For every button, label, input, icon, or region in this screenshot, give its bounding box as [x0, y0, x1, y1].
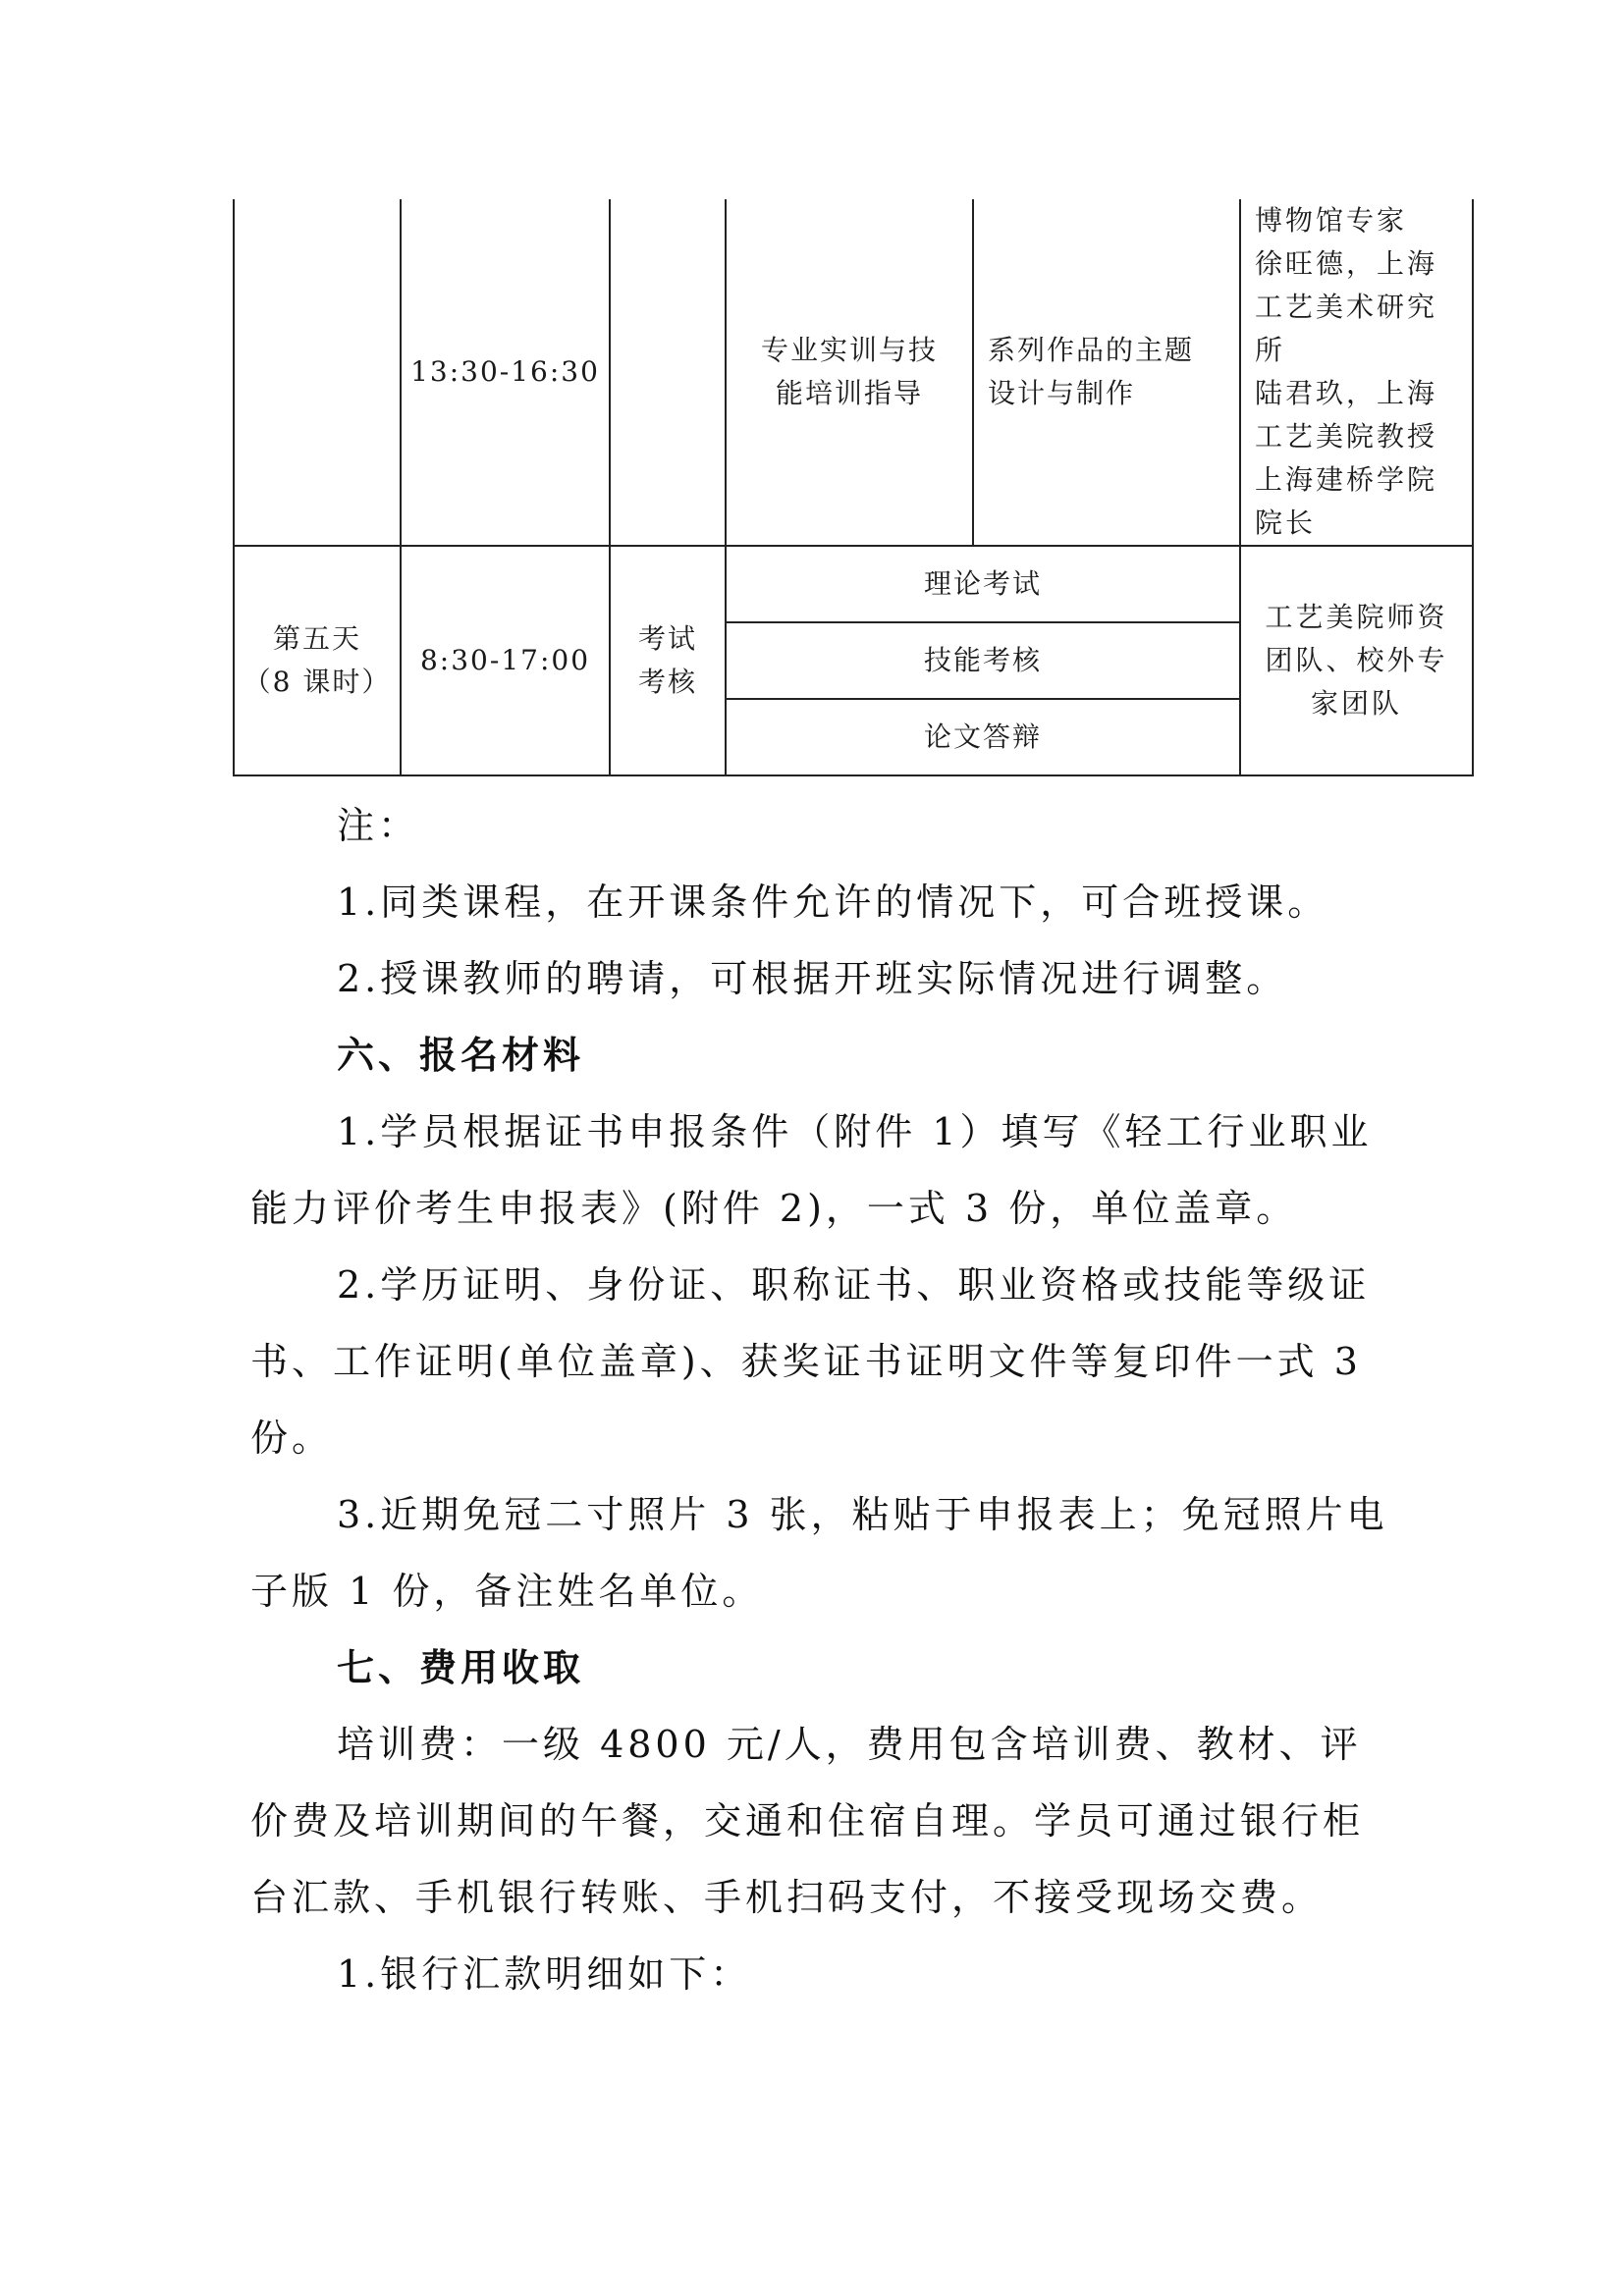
course-cell: 专业实训与技 能培训指导: [726, 199, 973, 546]
day-cell: [234, 199, 401, 546]
material-item: 2.学历证明、身份证、职称证书、职业资格或技能等级证书、工作证明(单位盖章)、获奖证书证明文件等复印件一式 3 份。: [250, 1263, 1371, 1460]
notes-label: 注：: [337, 804, 420, 847]
schedule-table: [233, 199, 1474, 776]
content-cell: 系列作品的主题 设计与制作: [973, 199, 1240, 546]
type-cell: 考试 考核: [610, 546, 726, 775]
fee-paragraph: 培训费：一级 4800 元/人，费用包含培训费、教材、评价费及培训期间的午餐，交通和住宿自理。学员可通过银行柜台汇款、手机银行转账、手机扫码支付，不接受现场交费。: [250, 1723, 1365, 1919]
material-item: 1.学员根据证书申报条件（附件 1）填写《轻工行业职业能力评价考生申报表》(附件 2)，一式 3 份，单位盖章。: [250, 1110, 1373, 1230]
material-item: 3.近期免冠二寸照片 3 张，粘贴于申报表上；免冠照片电子版 1 份，备注姓名单位。: [250, 1493, 1388, 1613]
table-row: [234, 546, 1473, 622]
day-cell: 第五天 （8 课时）: [234, 546, 401, 775]
exam-item-cell: 论文答辩: [726, 699, 1240, 775]
time-cell: 8:30-17:00: [401, 546, 610, 775]
teacher-cell: 博物馆专家 徐旺德，上海 工艺美术研究 所 陆君玖，上海 工艺美院教授 上海建桥学院 院长: [1240, 199, 1473, 546]
section-heading: 七、费用收取: [337, 1646, 585, 1689]
note-item: 1.同类课程，在开课条件允许的情况下，可合班授课。: [337, 881, 1329, 924]
note-item: 2.授课教师的聘请，可根据开班实际情况进行调整。: [337, 957, 1288, 1000]
type-cell: [610, 199, 726, 546]
time-cell: 13:30-16:30: [401, 199, 610, 546]
bank-transfer-item: 1.银行汇款明细如下：: [337, 1952, 752, 1996]
exam-item-cell: 技能考核: [726, 622, 1240, 699]
table-row: [234, 199, 1473, 546]
teacher-cell: 工艺美院师资 团队、校外专 家团队: [1240, 546, 1473, 775]
section-heading: 六、报名材料: [337, 1034, 585, 1077]
exam-item-cell: 理论考试: [726, 546, 1240, 622]
